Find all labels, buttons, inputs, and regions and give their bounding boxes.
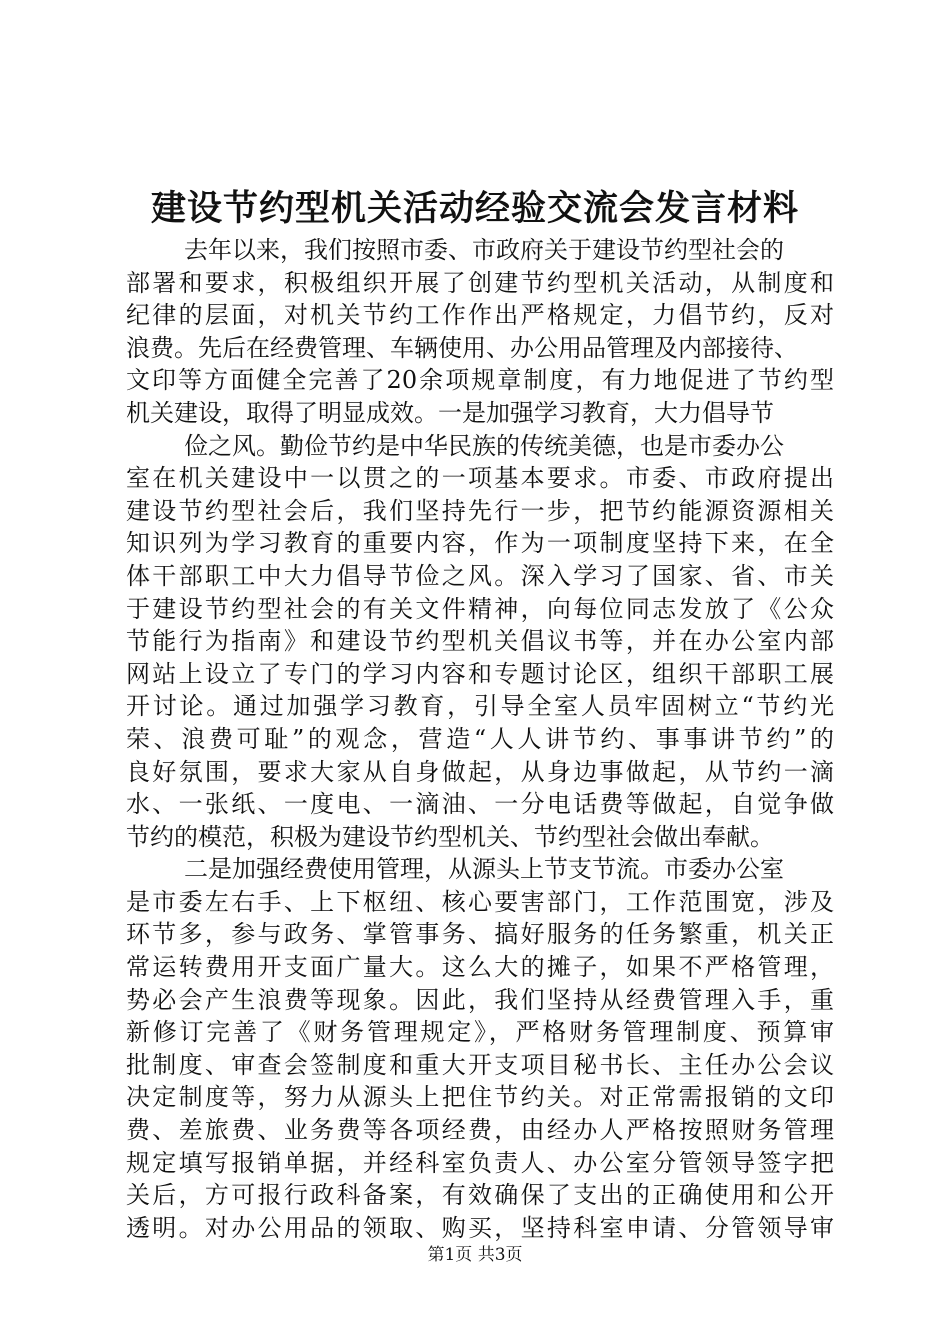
body-line-10: 知识列为学习教育的重要内容，作为一项制度坚持下来，在全 bbox=[126, 529, 834, 558]
body-line-26: 批制度、审查会签制度和重大开支项目秘书长、主任办公会议 bbox=[126, 1050, 834, 1079]
body-line-6: 机关建设，取得了明显成效。一是加强学习教育，大力倡导节 bbox=[126, 398, 774, 427]
body-line-30: 关后，方可报行政科备案，有效确保了支出的正确使用和公开 bbox=[126, 1181, 834, 1210]
body-line-29: 规定填写报销单据，并经科室负责人、办公室分管领导签字把 bbox=[126, 1148, 834, 1177]
body-line-18: 水、一张纸、一度电、一滴油、一分电话费等做起，自觉争做 bbox=[126, 790, 834, 819]
body-line-31: 透明。对办公用品的领取、购买，坚持科室申请、分管领导审 bbox=[126, 1213, 834, 1242]
body-line-17: 良好氛围，要求大家从自身做起，从身边事做起，从节约一滴 bbox=[126, 757, 834, 786]
body-line-1: 去年以来，我们按照市委、市政府关于建设节约型社会的 bbox=[184, 236, 784, 264]
body-line-7: 俭之风。勤俭节约是中华民族的传统美德，也是市委办公 bbox=[184, 431, 784, 460]
body-line-15: 开讨论。通过加强学习教育，引导全室人员牢固树立“节约光 bbox=[126, 692, 834, 721]
body-line-12: 于建设节约型社会的有关文件精神，向每位同志发放了《公众 bbox=[126, 594, 834, 623]
body-line-11: 体干部职工中大力倡导节俭之风。深入学习了国家、省、市关 bbox=[126, 561, 834, 590]
body-line-20: 二是加强经费使用管理，从源头上节支节流。市委办公室 bbox=[184, 855, 784, 884]
body-line-27: 决定制度等，努力从源头上把住节约关。对正常需报销的文印 bbox=[126, 1083, 834, 1112]
body-line-19: 节约的模范，积极为建设节约型机关、节约型社会做出奉献。 bbox=[126, 822, 774, 851]
body-line-4: 浪费。先后在经费管理、车辆使用、办公用品管理及内部接待、 bbox=[126, 333, 798, 362]
body-line-2: 部署和要求，积极组织开展了创建节约型机关活动，从制度和 bbox=[126, 268, 834, 297]
body-line-3: 纪律的层面，对机关节约工作作出严格规定，力倡节约，反对 bbox=[126, 301, 834, 330]
body-line-28: 费、差旅费、业务费等各项经费，由经办人严格按照财务管理 bbox=[126, 1116, 834, 1145]
body-line-9: 建设节约型社会后，我们坚持先行一步，把节约能源资源相关 bbox=[126, 496, 834, 525]
body-line-13: 节能行为指南》和建设节约型机关倡议书等，并在办公室内部 bbox=[126, 627, 834, 656]
body-line-22: 环节多，参与政务、掌管事务、搞好服务的任务繁重，机关正 bbox=[126, 920, 834, 949]
body-line-16: 荣、浪费可耻”的观念，营造“人人讲节约、事事讲节约”的 bbox=[126, 724, 834, 753]
body-line-8: 室在机关建设中一以贯之的一项基本要求。市委、市政府提出 bbox=[126, 464, 834, 493]
body-line-23: 常运转费用开支面广量大。这么大的摊子，如果不严格管理， bbox=[126, 953, 834, 982]
body-line-24: 势必会产生浪费等现象。因此，我们坚持从经费管理入手，重 bbox=[126, 985, 834, 1014]
body-line-25: 新修订完善了《财务管理规定》，严格财务管理制度、预算审 bbox=[126, 1018, 834, 1047]
document-title: 建设节约型机关活动经验交流会发言材料 bbox=[150, 188, 799, 229]
body-line-14: 网站上设立了专门的学习内容和专题讨论区，组织干部职工展 bbox=[126, 659, 834, 688]
page-footer: 第1页 共3页 bbox=[427, 1245, 523, 1265]
body-line-21: 是市委左右手、上下枢纽、核心要害部门，工作范围宽，涉及 bbox=[126, 887, 834, 916]
body-line-5: 文印等方面健全完善了20余项规章制度，有力地促进了节约型 bbox=[126, 366, 834, 395]
document-body bbox=[126, 234, 834, 1244]
